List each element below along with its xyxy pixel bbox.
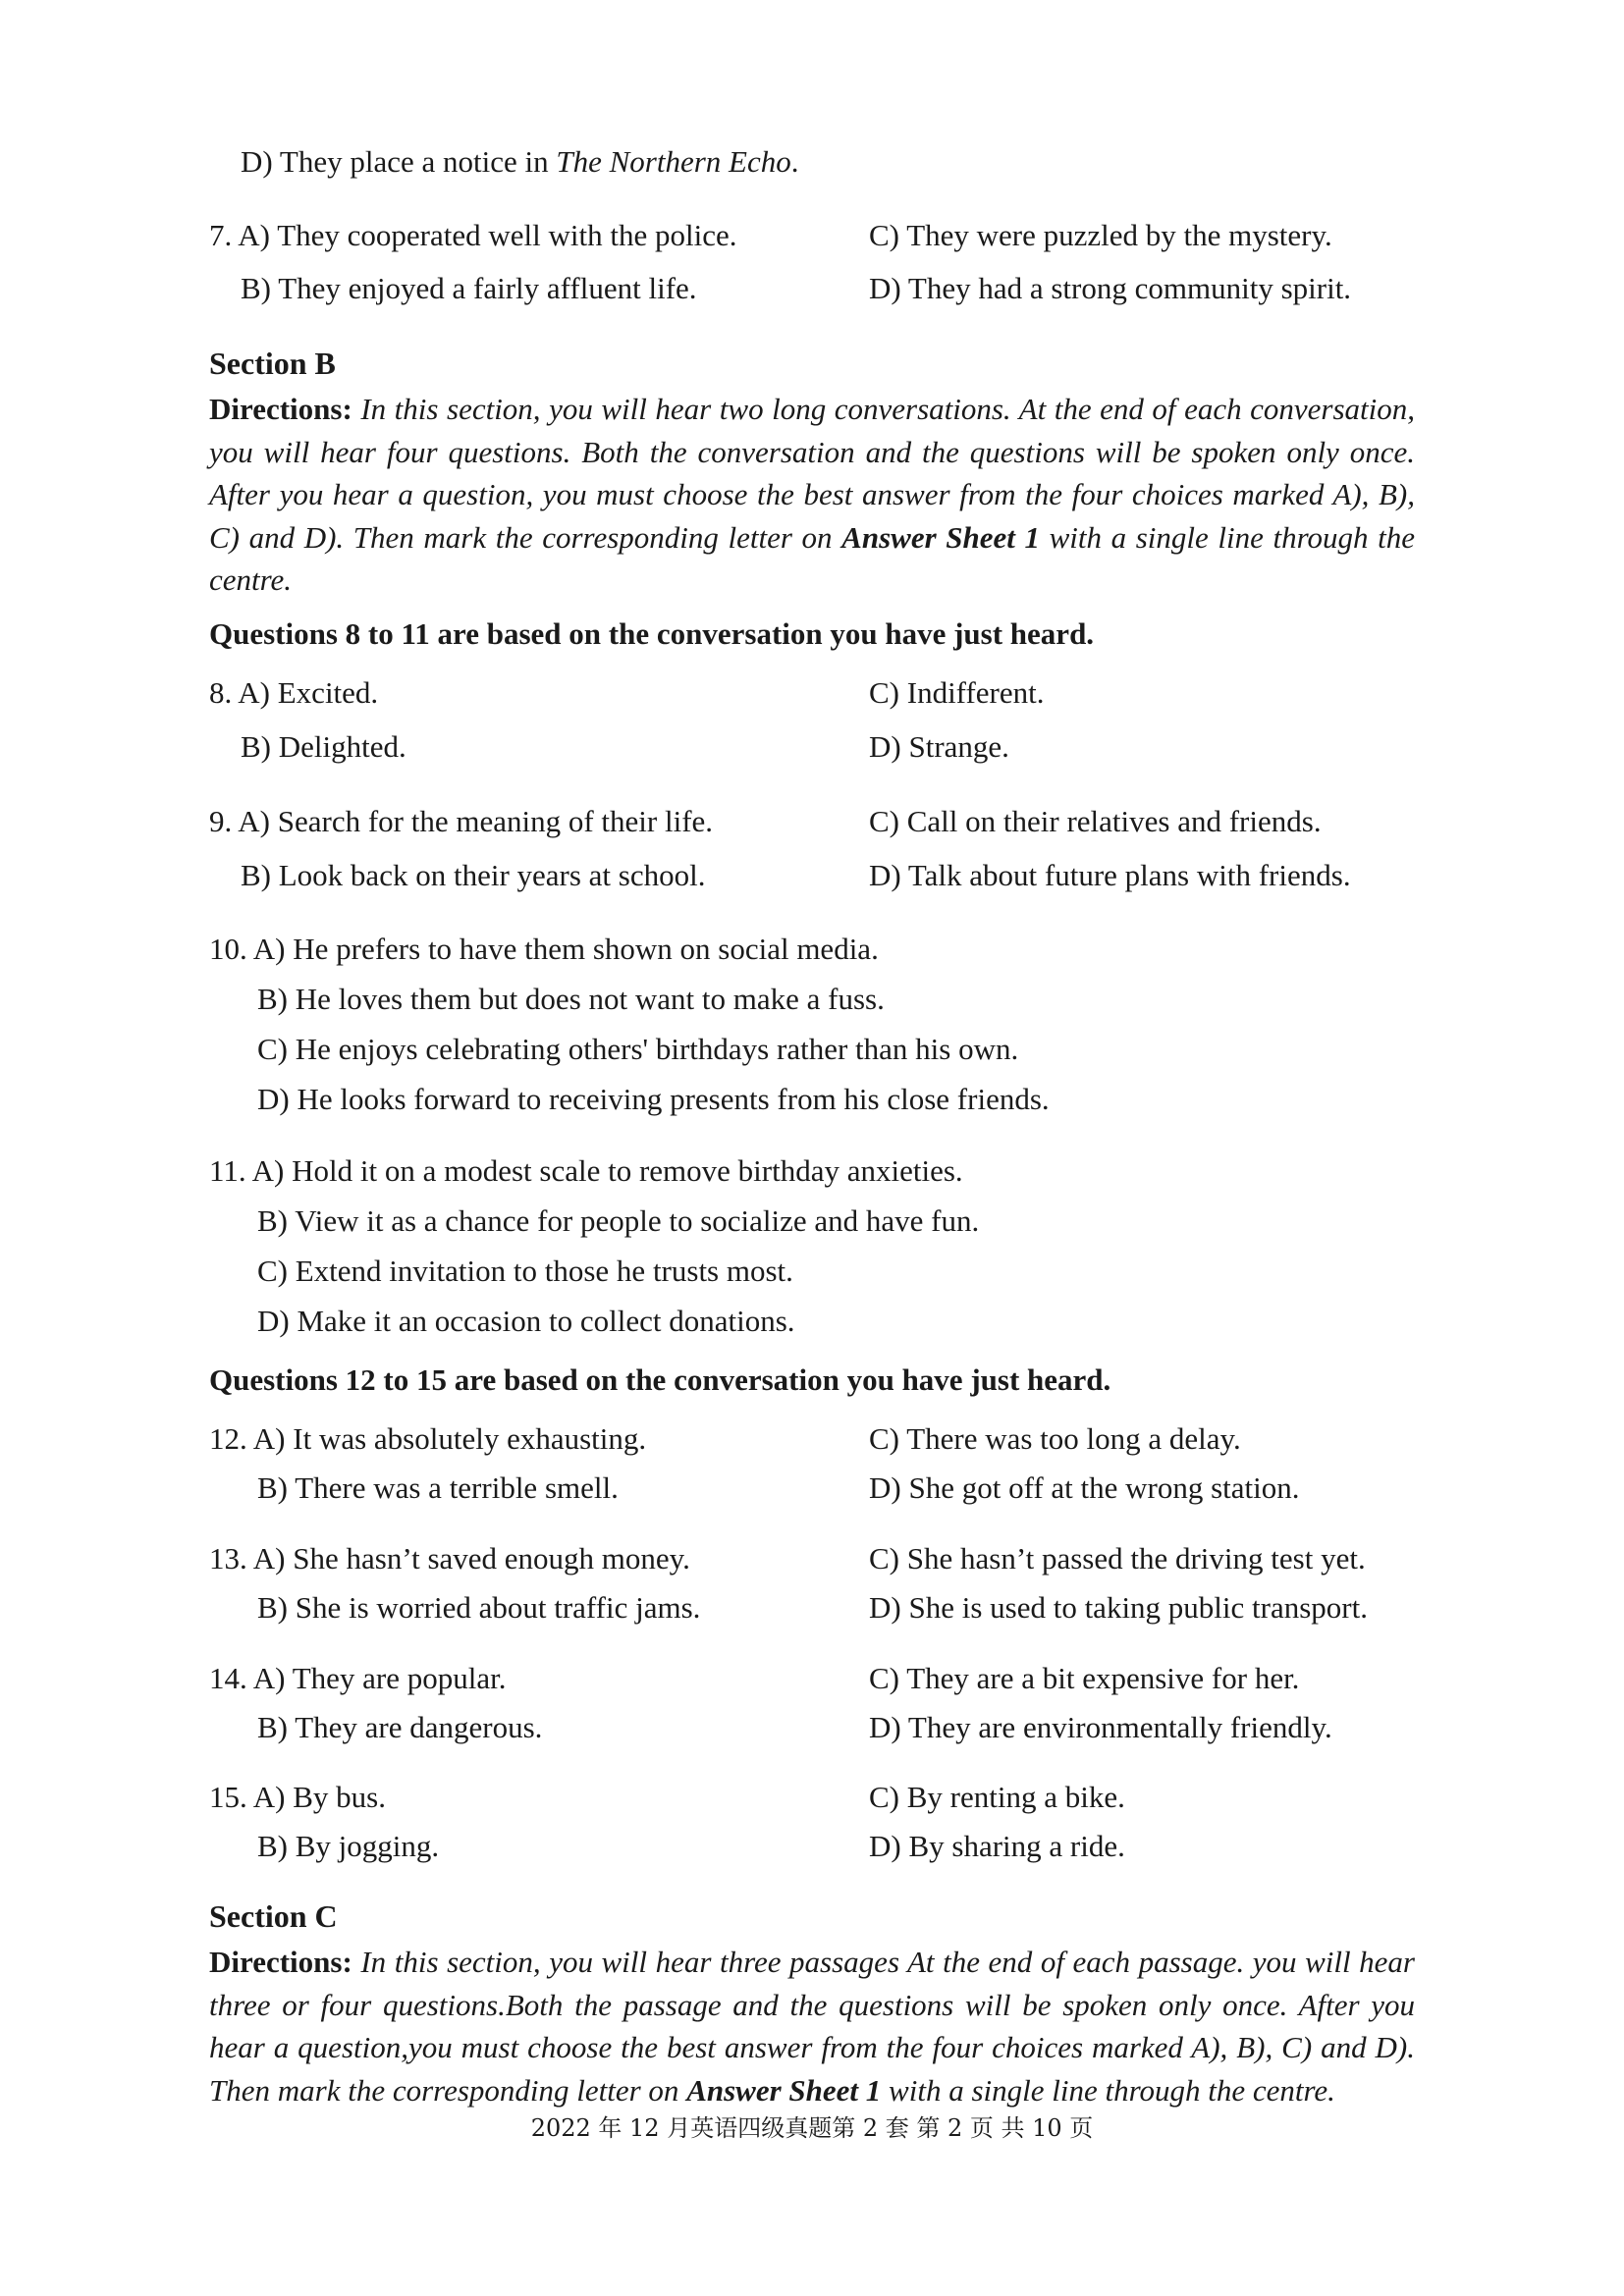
q14-option-c: C) They are a bit expensive for her. — [869, 1661, 1300, 1695]
q13-option-a: 13. A) She hasn’t saved enough money. — [209, 1541, 690, 1575]
q7-option-c: C) They were puzzled by the mystery. — [869, 218, 1332, 252]
q11-option-a: 11. A) Hold it on a modest scale to remove birthday anxieties. — [209, 1153, 963, 1188]
directions-label: Directions: — [209, 392, 352, 426]
q14-option-d: D) They are environmentally friendly. — [869, 1710, 1332, 1744]
q6-d-text: D) They place a notice in — [241, 144, 557, 179]
directions-end: with a single line through the centre. — [209, 519, 1415, 597]
question-group-heading-2: Questions 12 to 15 are based on the conversation you have just heard. — [209, 1362, 1111, 1397]
q15-option-a: 15. A) By bus. — [209, 1780, 386, 1814]
q7-option-d: D) They had a strong community spirit. — [869, 271, 1352, 305]
q7-option-b: B) They enjoyed a fairly affluent life. — [241, 271, 697, 305]
q7-option-a: 7. A) They cooperated well with the police. — [209, 218, 737, 252]
q8-option-b: B) Delighted. — [241, 729, 406, 764]
q12-option-d: D) She got off at the wrong station. — [869, 1470, 1300, 1505]
section-b-title: Section B — [209, 346, 336, 381]
directions-text: In this section, you will hear two long conversations. At the end of each conversation, you will hear four questions. Both the conversation and the questions will be spoken only once. After you hear a question, you must choose the best answer from the four choices marked A), B), C) and D). Then mark the corresponding letter on — [209, 392, 1415, 555]
section-c-title: Section C — [209, 1898, 338, 1934]
q10-option-b: B) He loves them but does not want to make a fuss. — [257, 982, 885, 1016]
q12-option-c: C) There was too long a delay. — [869, 1421, 1241, 1456]
q9-option-a: 9. A) Search for the meaning of their life. — [209, 804, 714, 838]
q11-option-b: B) View it as a chance for people to socialize and have fun. — [257, 1203, 980, 1238]
q13-option-b: B) She is worried about traffic jams. — [257, 1590, 701, 1625]
q8-option-c: C) Indifferent. — [869, 675, 1045, 710]
q9-option-c: C) Call on their relatives and friends. — [869, 804, 1322, 838]
directions-end: with a single line through the centre. — [881, 2072, 1335, 2108]
q12-option-a: 12. A) It was absolutely exhausting. — [209, 1421, 647, 1456]
q10-option-c: C) He enjoys celebrating others' birthdays rather than his own. — [257, 1032, 1019, 1066]
section-b-directions — [209, 388, 1415, 602]
section-c-directions — [209, 1941, 1415, 2111]
q15-option-c: C) By renting a bike. — [869, 1780, 1125, 1814]
q13-option-d: D) She is used to taking public transport. — [869, 1590, 1368, 1625]
q12-option-b: B) There was a terrible smell. — [257, 1470, 619, 1505]
question-group-heading-1: Questions 8 to 11 are based on the conversation you have just heard. — [209, 616, 1095, 651]
q15-option-b: B) By jogging. — [257, 1829, 440, 1863]
q9-option-b: B) Look back on their years at school. — [241, 858, 706, 892]
q15-option-d: D) By sharing a ride. — [869, 1829, 1125, 1863]
q6-d-suffix: . — [790, 144, 799, 179]
q8-option-a: 8. A) Excited. — [209, 675, 379, 710]
q8-option-d: D) Strange. — [869, 729, 1009, 764]
q14-option-a: 14. A) They are popular. — [209, 1661, 507, 1695]
page-footer: 2022 年 12 月英语四级真题第 2 套 第 2 页 共 10 页 — [530, 2114, 1094, 2142]
q13-option-c: C) She hasn’t passed the driving test yet. — [869, 1541, 1366, 1575]
q10-option-a: 10. A) He prefers to have them shown on social media. — [209, 932, 879, 966]
q6-option-d — [241, 142, 798, 182]
answer-sheet-ref: Answer Sheet 1 — [686, 2072, 882, 2108]
q9-option-d: D) Talk about future plans with friends. — [869, 858, 1351, 892]
directions-label: Directions: — [209, 1945, 352, 1979]
q6-d-italic: The Northern Echo — [556, 144, 791, 179]
q14-option-b: B) They are dangerous. — [257, 1710, 543, 1744]
directions-text: In this section, you will hear three passages At the end of each passage. you will hear three or four questions.Both the passage and the questions will be spoken only once. After you hear a question,you must choose the best answer from the four choices marked A), B), C) and D). Then mark the corresponding letter on — [209, 1945, 1415, 2108]
q10-option-d: D) He looks forward to receiving presents from his close friends. — [257, 1082, 1050, 1116]
q11-option-d: D) Make it an occasion to collect donations. — [257, 1304, 795, 1338]
q11-option-c: C) Extend invitation to those he trusts most. — [257, 1254, 793, 1288]
answer-sheet-ref: Answer Sheet 1 — [841, 519, 1040, 555]
